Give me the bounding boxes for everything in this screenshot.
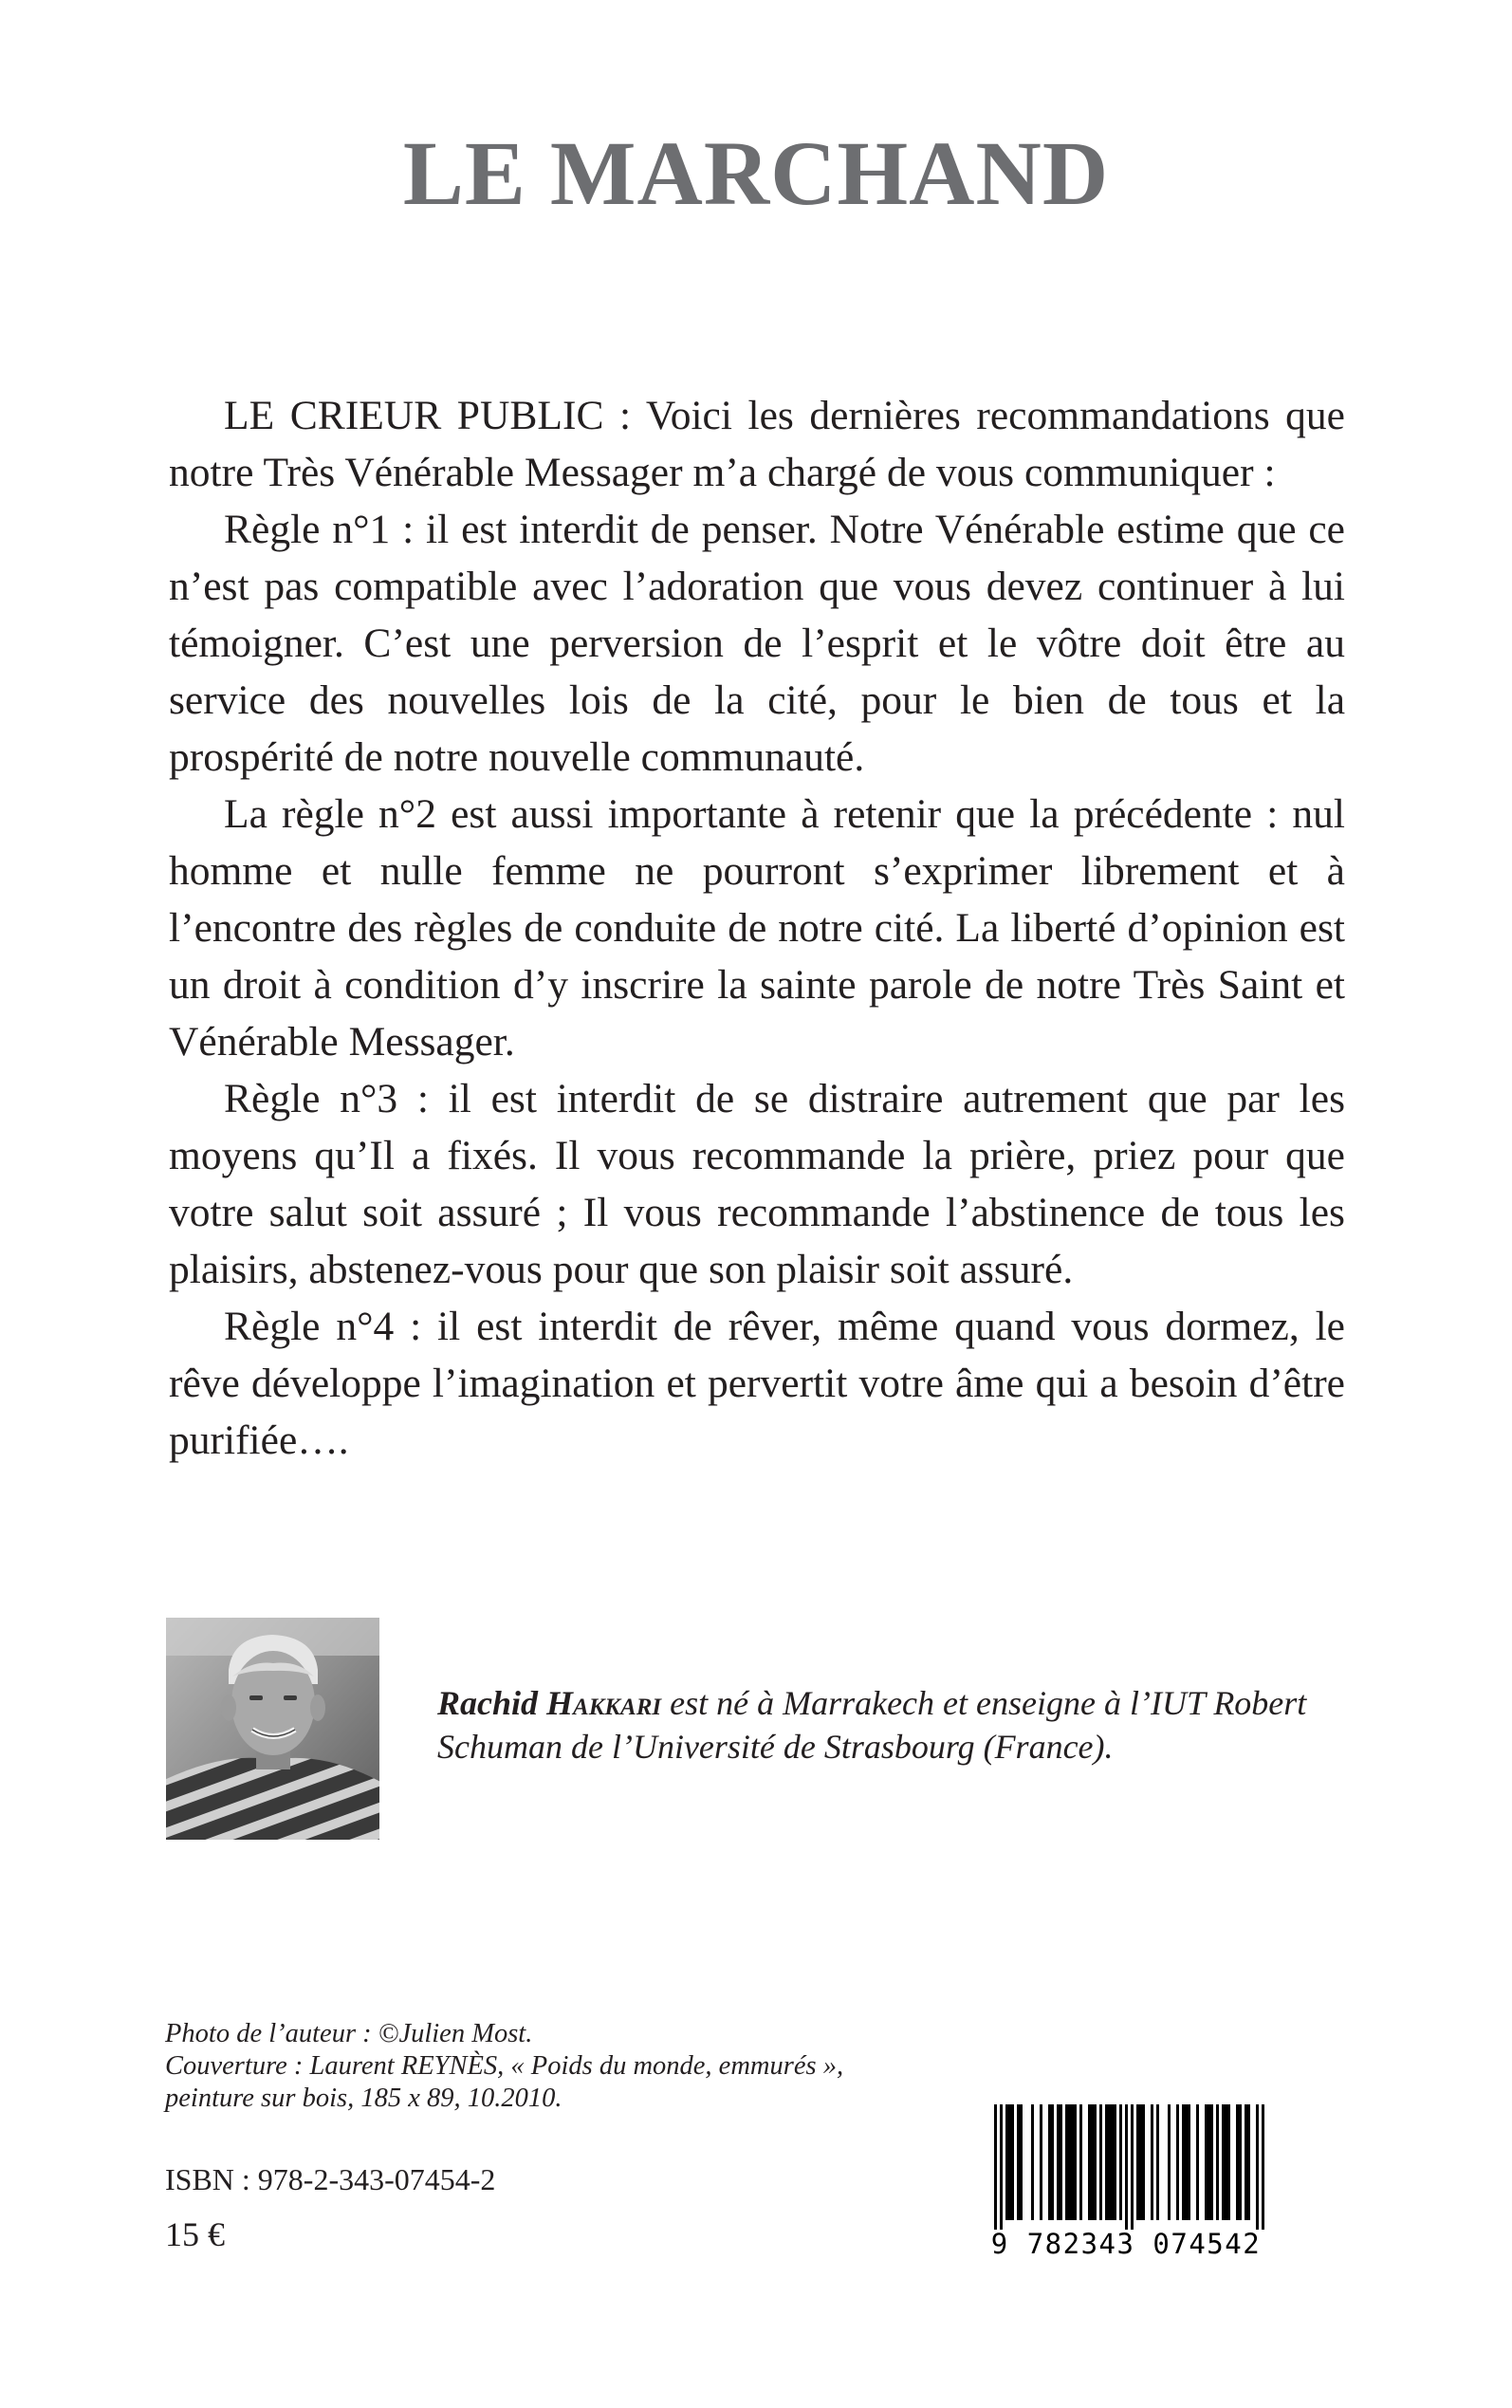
photo-credit: Photo de l’auteur : ©Julien Most. [165,2019,533,2048]
cover-credit: Couverture : Laurent REYNÈS, « Poids du monde, emmurés », [165,2051,844,2081]
barcode-bar [1208,2104,1210,2220]
barcode-bar [1239,2104,1242,2220]
barcode-bar [1108,2104,1111,2220]
barcode-bar [1151,2104,1153,2220]
author-bio-text: est né à Marrakech et enseigne à l’IUT Robert Schuman de l’Université de Strasbourg (France). [437,1684,1307,1766]
author-photo [166,1618,379,1840]
barcode-bar [1256,2104,1259,2230]
barcode-bar [1065,2104,1068,2220]
barcode-bar [1247,2104,1250,2220]
barcode-digits: 9 782343 074542 [990,2228,1262,2260]
barcode-bar [1262,2104,1264,2230]
barcode-bar [1139,2104,1142,2220]
barcode-bar [1168,2104,1171,2220]
barcode-bar [1094,2104,1097,2220]
barcode-bar [1099,2104,1102,2220]
barcode-bar [1011,2104,1014,2220]
barcode-bar [1196,2104,1199,2220]
barcode-bar [1156,2104,1159,2220]
author-portrait-image [166,1618,379,1840]
barcode-bar [1057,2104,1060,2220]
excerpt-paragraph: La règle n°2 est aussi importante à retenir que la précédente : nul homme et nulle femme ne pourront s’exprimer librement et à l’encontre des règles de conduite de notre cité. La liberté d’opinion est un droit à condition d’y inscrire la sainte parole de notre Très Saint et Vénérable Messager. [169,791,1345,1065]
back-cover-excerpt [169,387,1345,1469]
barcode-bar [1060,2104,1062,2220]
excerpt-paragraph: Règle n°4 : il est interdit de rêver, même quand vous dormez, le rêve développe l’imagination et pervertit votre âme qui a besoin d’être purifiée…. [169,1304,1345,1463]
excerpt-paragraph: Règle n°1 : il est interdit de penser. Notre Vénérable estime que ce n’est pas compatible avec l’adoration que vous devez continuer à lui témoigner. C’est une perversion de l’esprit et le vôtre doit être au service des nouvelles lois de la cité, pour le bien de tous et la prospérité de notre nouvelle communauté. [169,507,1345,780]
barcode-bar [1222,2104,1225,2220]
isbn: ISBN : 978-2-343-07454-2 [165,2162,496,2196]
barcode-bar [1216,2104,1219,2220]
excerpt-paragraph: Règle n°3 : il est interdit de se distraire autrement que par les moyens qu’Il a fixés. Il vous recommande la prière, priez pour que votre salut soit assuré ; Il vous recommande l’abstinence de tous les plaisirs, abstenez-vous pour que son plaisir soit assuré. [169,1076,1345,1292]
cover-credits [165,2018,886,2115]
barcode-bar [1071,2104,1074,2220]
barcode-bar [1048,2104,1051,2220]
barcode-bars [964,2104,1288,2230]
author-first-name: Rachid [437,1684,539,1722]
barcode [964,2104,1288,2263]
barcode-bar [1105,2104,1108,2220]
barcode-bar [1111,2104,1114,2220]
barcode-bar [1031,2104,1034,2220]
price: 15 € [165,2215,225,2253]
barcode-bar [1088,2104,1091,2220]
barcode-bar [1236,2104,1239,2220]
barcode-bar [1079,2104,1082,2220]
book-title: LE MARCHAND [402,122,1110,224]
barcode-bar [1205,2104,1208,2220]
barcode-bar [1017,2104,1020,2220]
barcode-bar [1210,2104,1213,2220]
barcode-bar [1051,2104,1054,2220]
barcode-bar [1020,2104,1023,2220]
barcode-bar [1227,2104,1230,2220]
barcode-bar [1188,2104,1190,2220]
barcode-bar [1074,2104,1077,2220]
barcode-bar [1176,2104,1179,2220]
barcode-bar [1040,2104,1042,2220]
cover-credit-detail: peinture sur bois, 185 x 89, 10.2010. [165,2084,562,2113]
barcode-bar [1245,2104,1247,2220]
barcode-bar [1119,2104,1122,2220]
barcode-bar [1068,2104,1071,2220]
barcode-bar [1131,2104,1134,2230]
barcode-bar [1136,2104,1139,2220]
barcode-bar [1091,2104,1094,2220]
excerpt-paragraph: LE CRIEUR PUBLIC : Voici les dernières recommandations que notre Très Vénérable Messager m’a chargé de vous communiquer : [169,393,1345,495]
barcode-bar [1182,2104,1185,2220]
barcode-bar [1125,2104,1128,2230]
barcode-bar [1225,2104,1227,2220]
author-last-name: Hakkari [546,1684,662,1722]
barcode-bar [1114,2104,1116,2220]
barcode-bar [1000,2104,1003,2230]
barcode-bar [1005,2104,1008,2220]
barcode-bar [1185,2104,1188,2220]
barcode-bar [1008,2104,1011,2220]
author-bio [437,1681,1348,1769]
barcode-bar [994,2104,997,2230]
barcode-bar [1142,2104,1145,2220]
